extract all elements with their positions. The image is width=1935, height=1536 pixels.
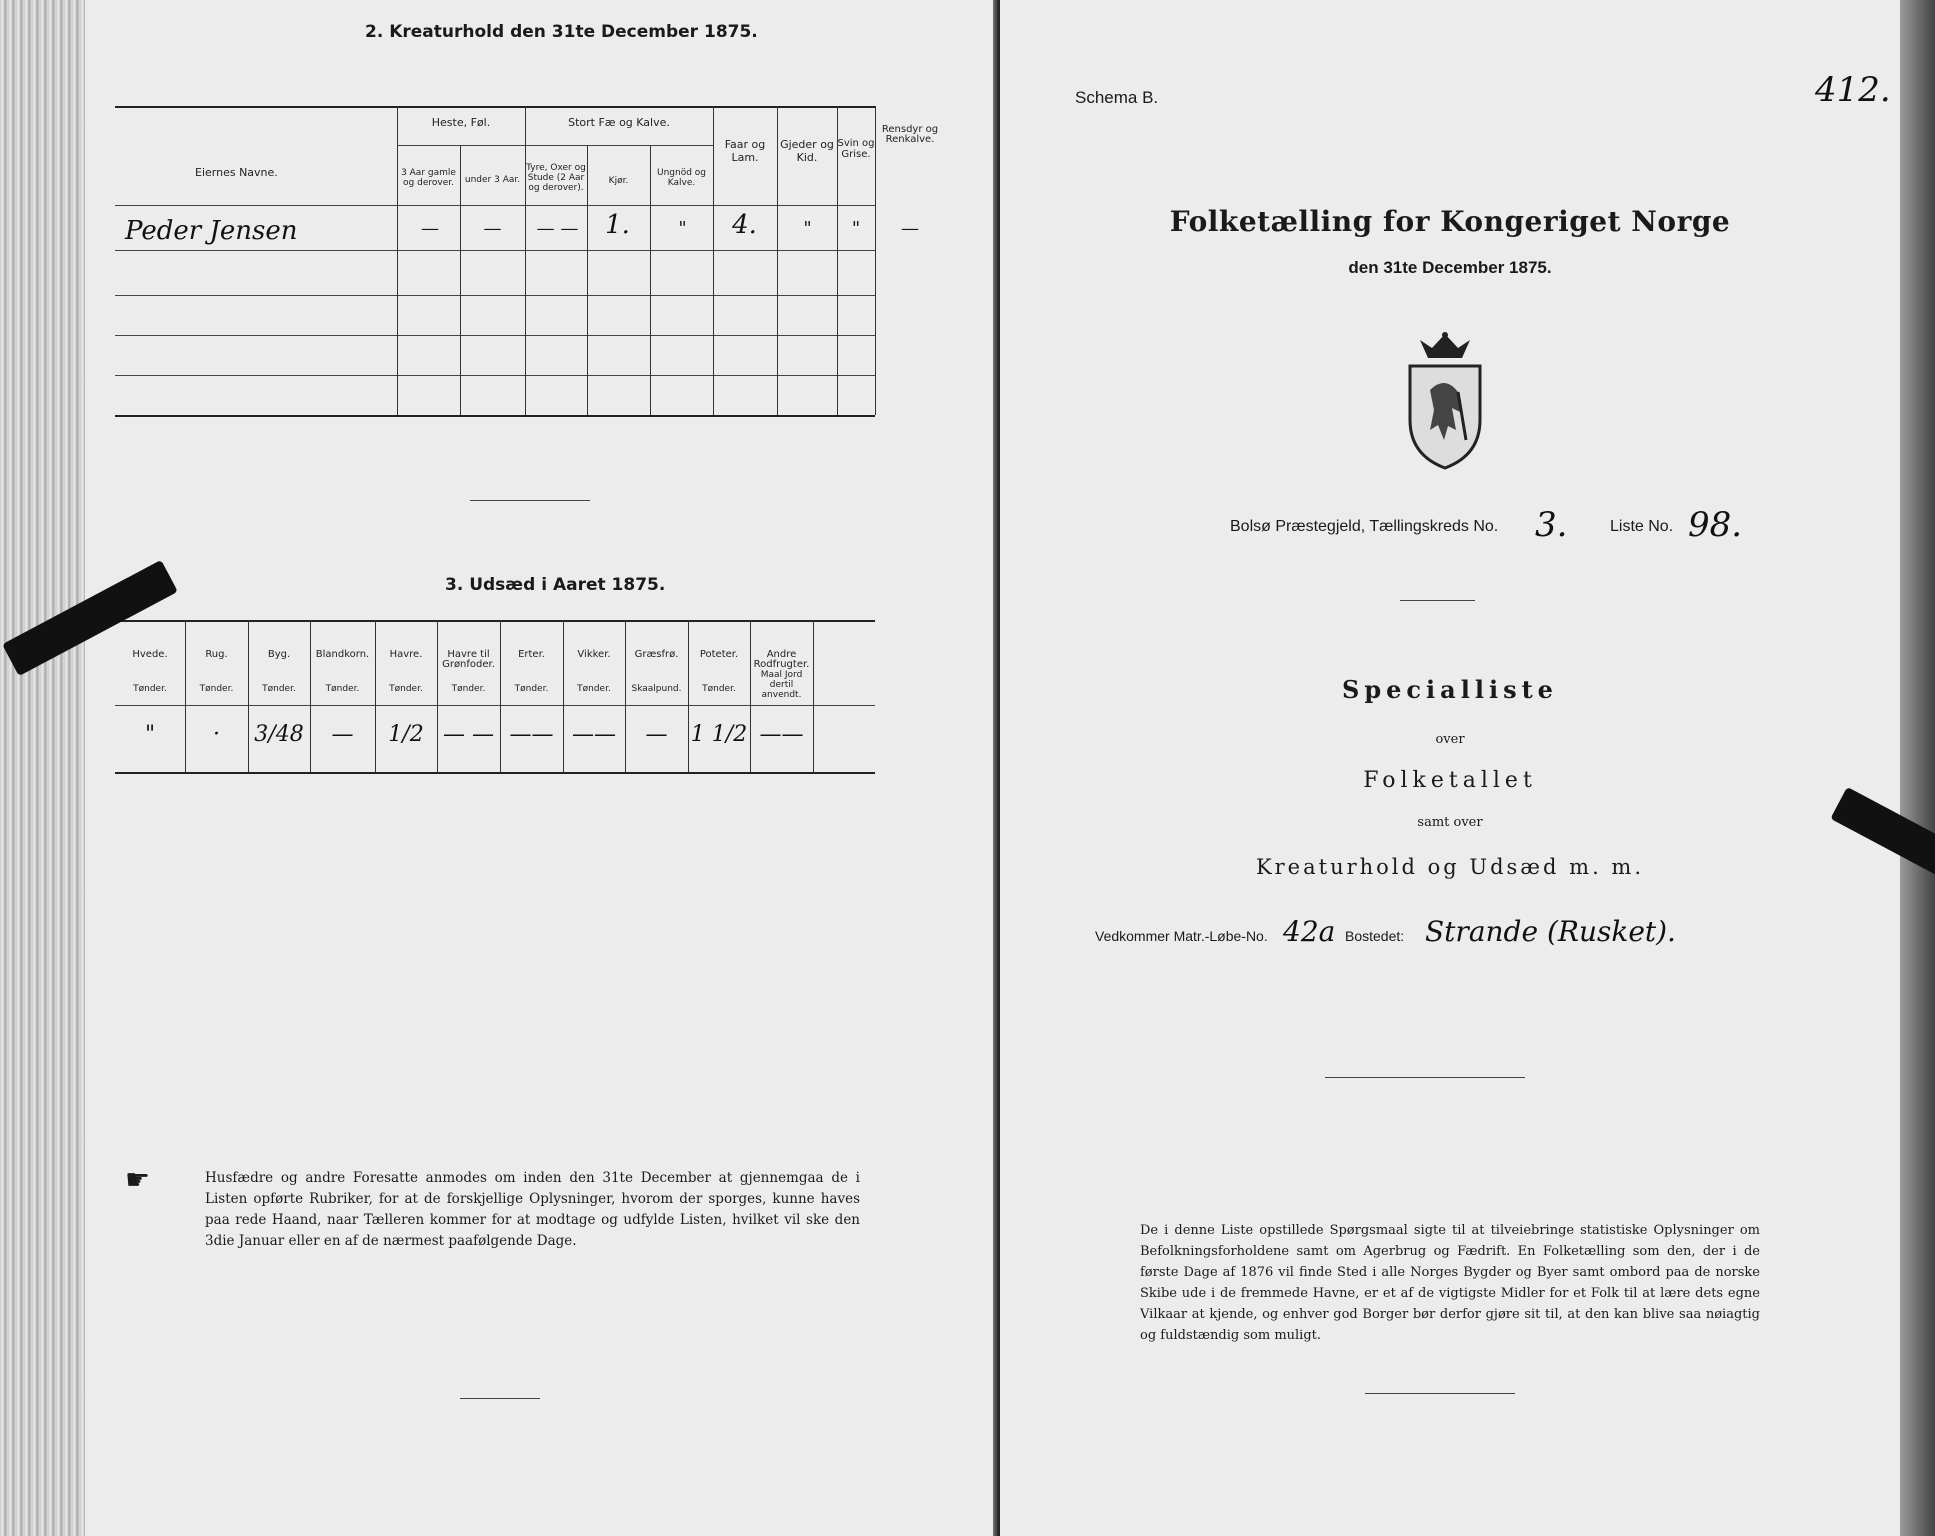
matr-number: 42a <box>1283 915 1336 948</box>
udsaed-col-unit: Tønder. <box>325 684 360 694</box>
udsaed-col-name: Havre. <box>389 649 423 660</box>
district-label: Bolsø Præstegjeld, Tællingskreds No. <box>1230 518 1499 535</box>
ungnod-header: Ungnöd og Kalve. <box>656 168 706 188</box>
pointing-hand-icon: ☛ <box>125 1163 151 1196</box>
udsaed-col-name: Græsfrø. <box>634 649 679 660</box>
udsaed-value: " <box>144 722 156 747</box>
udsaed-col-unit: Tønder. <box>262 684 296 694</box>
udsaed-col-unit: Tønder. <box>451 684 486 694</box>
udsaed-col-unit: Maal Jord dertil anvendt. <box>760 670 803 700</box>
liste-label: Liste No. <box>1610 518 1674 535</box>
udsaed-value: — <box>645 722 668 747</box>
heste-a-value: — <box>421 218 439 239</box>
specialliste-title: Specialliste <box>1342 675 1558 704</box>
udsaed-value: —— <box>509 722 554 747</box>
separator-rule <box>1365 1393 1515 1394</box>
udsaed-col-unit: Tønder. <box>577 684 611 694</box>
table3-col-rule <box>625 620 626 772</box>
udsaed-value: · <box>213 722 220 747</box>
ungnod-value: " <box>678 218 687 239</box>
rensdyr-value: — <box>901 218 919 239</box>
udsaed-col-name: Blandkorn. <box>315 649 370 660</box>
bostedet-label: Bostedet: <box>1345 928 1405 944</box>
liste-number: 98. <box>1688 505 1743 545</box>
section2-heading: 2. Kreaturhold den 31te December 1875. <box>365 22 758 42</box>
table2-group-rule <box>397 145 713 146</box>
table3-header-rule <box>115 705 875 706</box>
table2-row-rule <box>115 335 875 336</box>
table2-bottom-rule <box>115 415 875 417</box>
udsaed-col-name: Poteter. <box>699 649 739 660</box>
udsaed-value: — — <box>443 722 494 747</box>
gjeder-value: " <box>803 218 812 239</box>
udsaed-col-name: Havre til Grønfoder. <box>442 649 495 670</box>
table2-col-rule <box>875 106 876 415</box>
table2-row-rule <box>115 375 875 376</box>
over-text: over <box>1435 732 1465 747</box>
udsaed-col-unit: Tønder. <box>199 684 234 694</box>
stort-fae-header: Stort Fæ og Kalve. <box>568 116 670 129</box>
table3-bottom-rule <box>115 772 875 774</box>
kjor-header: Kjør. <box>608 176 629 186</box>
owner-name: Peder Jensen <box>125 216 298 246</box>
matr-label: Vedkommer Matr.-Løbe-No. <box>1095 928 1268 944</box>
samt-over-text: samt over <box>1417 815 1483 830</box>
table3-col-rule <box>500 620 501 772</box>
separator-rule <box>470 500 590 501</box>
heste-header: Heste, Føl. <box>431 116 491 129</box>
udsaed-value: —— <box>759 722 804 747</box>
table3-col-rule <box>563 620 564 772</box>
section3-heading: 3. Udsæd i Aaret 1875. <box>445 575 666 595</box>
table3-col-rule <box>688 620 689 772</box>
table3-col-rule <box>310 620 311 772</box>
udsaed-col-unit: Tønder. <box>389 684 423 694</box>
table2-col-rule <box>460 145 461 415</box>
table2-col-rule <box>713 106 714 415</box>
udsaed-value: 1 1/2 <box>690 722 748 747</box>
udsaed-col-name: Vikker. <box>577 649 611 660</box>
table2-col-rule <box>397 106 398 415</box>
udsaed-col-name: Andre Rodfrugter. <box>753 649 810 670</box>
owner-header: Eiernes Navne. <box>195 166 278 179</box>
table2-top-rule <box>115 106 875 108</box>
table3-top-rule <box>115 620 875 622</box>
udsaed-col-unit: Tønder. <box>133 684 167 694</box>
separator-rule <box>460 1398 540 1399</box>
district-number: 3. <box>1535 505 1568 545</box>
udsaed-value: — <box>331 722 354 747</box>
stort-a-value: — — <box>536 218 579 239</box>
faar-value: 4. <box>732 210 757 240</box>
udsaed-col-unit: Skaalpund. <box>631 684 682 694</box>
table2-row-rule <box>115 295 875 296</box>
table2-row-rule <box>115 250 875 251</box>
census-subtitle: den 31te December 1875. <box>1348 258 1552 277</box>
table2-col-rule <box>525 106 526 415</box>
svin-value: " <box>851 218 861 239</box>
faar-header: Faar og Lam. <box>724 138 766 164</box>
kjor-value: 1. <box>605 210 630 240</box>
page-number: 412. <box>1815 70 1891 110</box>
notice-text: Husfædre og andre Foresatte anmodes om inden den 31te December at gjennemgaa de i Listen opførte Rubriker, for at de forskjellige Oplysninger, hvorom der sporges, kunne haves paa rede Haand, naar Tælleren kommer for at modtage og udfylde Listen, hvilket vil ske den 3die Januar eller en af de nærmest paafølgende Dage. <box>205 1170 860 1249</box>
heste-a-header: 3 Aar gamle og derover. <box>401 168 456 188</box>
heste-b-header: under 3 Aar. <box>464 175 521 185</box>
heste-b-value: — <box>483 218 502 239</box>
left-page <box>85 0 993 1536</box>
table3-col-rule <box>813 620 814 772</box>
udsaed-value: —— <box>572 722 616 747</box>
udsaed-col-name: Hvede. <box>132 649 168 660</box>
bostedet-value: Strande (Rusket). <box>1425 915 1676 948</box>
schema-label: Schema B. <box>1075 88 1159 107</box>
udsaed-value: 1/2 <box>388 722 424 747</box>
stort-a-header: Tyre, Oxer og Stude (2 Aar og derover). <box>526 163 586 193</box>
separator-rule <box>1400 600 1475 601</box>
right-page <box>1000 0 1900 1536</box>
rensdyr-header: Rensdyr og Renkalve. <box>881 124 939 145</box>
udsaed-value: 3/48 <box>254 722 304 747</box>
folketallet-text: Folketallet <box>1363 768 1537 793</box>
svin-header: Svin og Grise. <box>837 138 875 160</box>
table3-col-rule <box>248 620 249 772</box>
kreaturhold-text: Kreaturhold og Udsæd m. m. <box>1255 855 1645 879</box>
census-title: Folketælling for Kongeriget Norge <box>1169 205 1731 238</box>
udsaed-col-name: Erter. <box>518 649 545 660</box>
udsaed-col-unit: Tønder. <box>702 684 736 694</box>
description-text: De i denne Liste opstillede Spørgsmaal sigte til at tilveiebringe statistiske Oplysninger om Befolkningsforholdene samt om Agerbrug og Fædrift. En Folketælling som den, der i de første Dage af 1876 vil finde Sted i alle Norges Bygder og Byer samt ombord paa de norske Skibe ude i de fremmede Havne, er et af de vigtigste Midler for et Folk til at lære dets egne Vilkaar at kjende, og enhver god Borger bør derfor gjøre sit til, at den kan blive saa nøiagtig og fuldstændig som muligt. <box>1140 1223 1760 1343</box>
book-edge-right <box>1900 0 1935 1536</box>
udsaed-col-unit: Tønder. <box>514 684 549 694</box>
separator-rule <box>1325 1077 1525 1078</box>
gjeder-header: Gjeder og Kid. <box>780 138 834 164</box>
table3-col-rule <box>375 620 376 772</box>
udsaed-col-name: Byg. <box>267 649 291 660</box>
table2-header-rule <box>115 205 875 206</box>
table3-col-rule <box>437 620 438 772</box>
norway-coat-of-arms-icon <box>1400 330 1490 470</box>
table3-col-rule <box>185 620 186 772</box>
udsaed-col-name: Rug. <box>205 649 228 660</box>
